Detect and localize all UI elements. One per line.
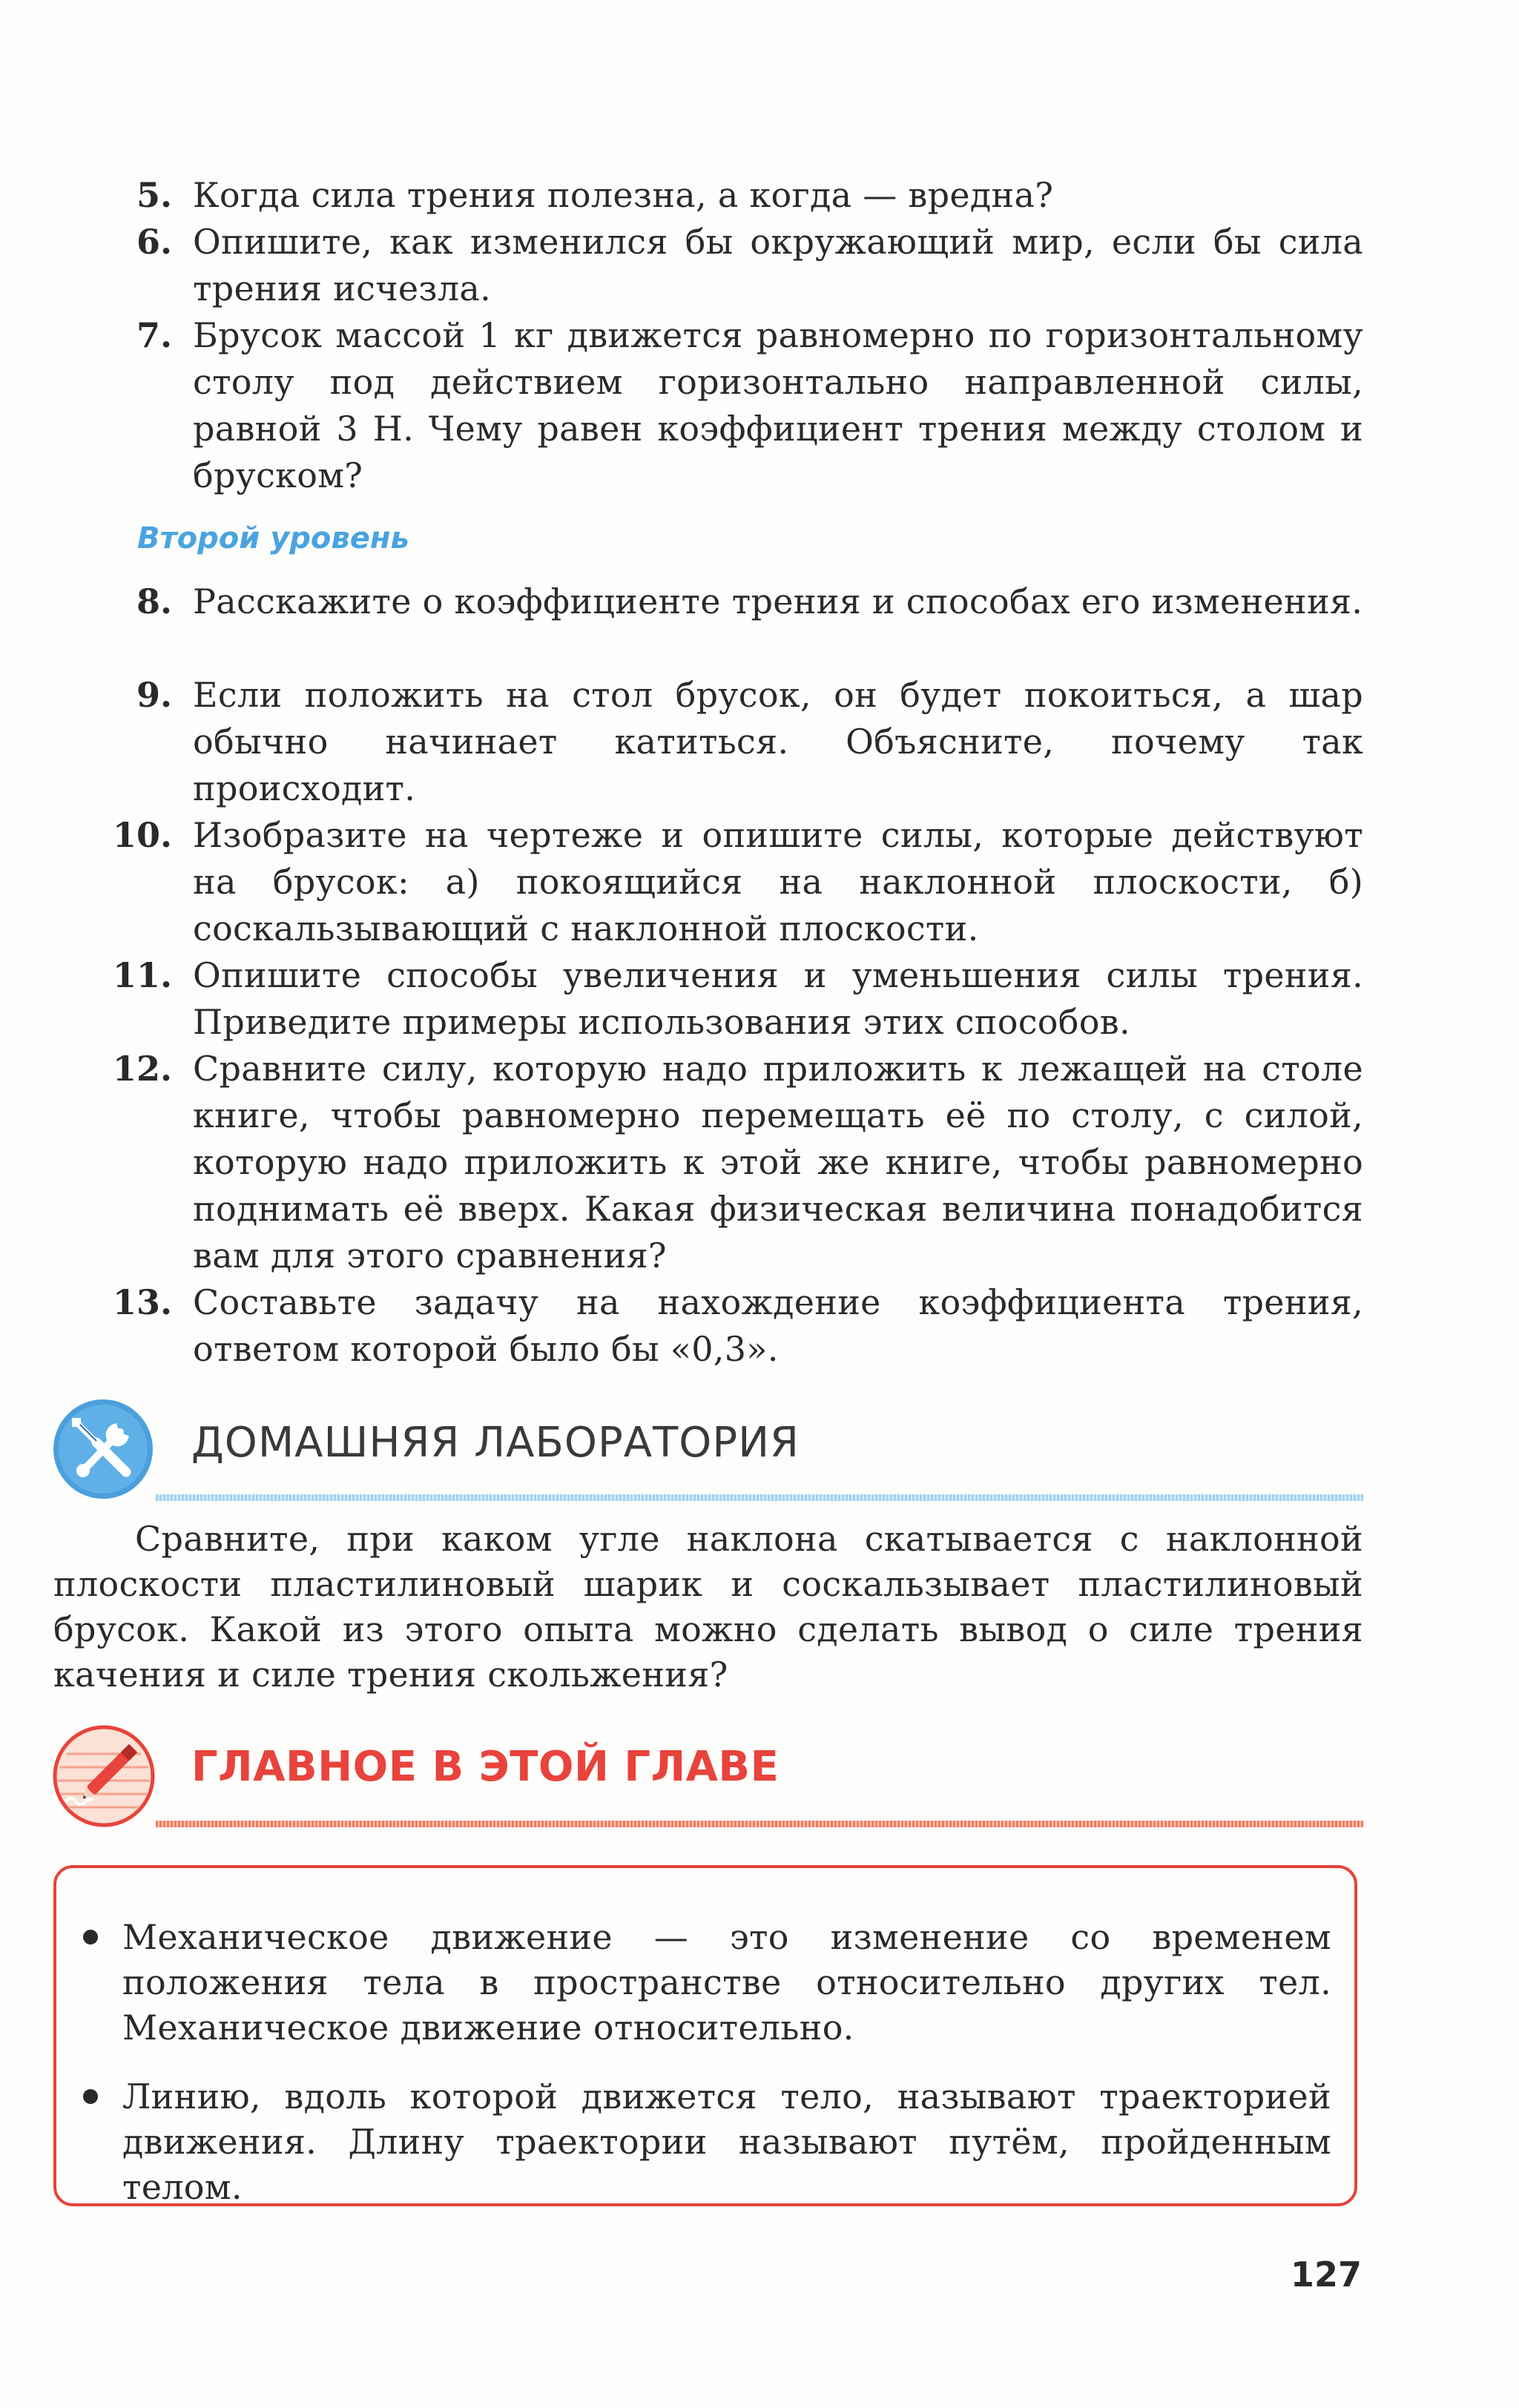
lab-paragraph: Сравните, при каком угле наклона скатывается с наклонной плоскости пластилиновый шарик и соскальзывает пластилиновый брусок. Какой из этого опыта можно сделать вывод о силе трения качения и силе трения скольжения? <box>53 1519 1363 1695</box>
pen-writing-icon <box>52 1724 156 1828</box>
bullet-icon <box>83 2089 98 2104</box>
question-number: 11. <box>112 955 172 995</box>
section-title: ДОМАШНЯЯ ЛАБОРАТОРИЯ <box>191 1419 800 1467</box>
bullet-icon <box>83 1930 98 1944</box>
section-title: ГЛАВНОЕ В ЭТОЙ ГЛАВЕ <box>191 1743 780 1791</box>
question-number: 10. <box>112 815 172 855</box>
section-divider <box>156 1821 1363 1827</box>
question-number: 13. <box>112 1282 172 1322</box>
question-text: Брусок массой 1 кг движется равномерно по горизонтальному столу под действием горизонтально направленной силы, равной 3 Н. Чему равен коэффициент трения между столом и бруском? <box>193 315 1363 495</box>
question-text: Изобразите на чертеже и опишите силы, которые действуют на брусок: а) покоящийся на наклонной плоскости, б) соскальзывающий с наклонной плоскости. <box>193 815 1363 949</box>
tools-icon <box>52 1398 154 1500</box>
question-number: 7. <box>136 315 172 355</box>
level-heading: Второй уровень <box>137 521 409 555</box>
question-text: Сравните силу, которую надо приложить к лежащей на столе книге, чтобы равномерно перемещать её по столу, с силой, которую надо приложить к этой же книге, чтобы равномерно поднимать её вверх. Какая физическая величина понадобится вам для этого сравнения? <box>193 1049 1363 1276</box>
question-number: 9. <box>136 675 172 715</box>
page-number: 127 <box>1290 2254 1362 2295</box>
question-number: 8. <box>136 581 172 621</box>
question-text: Опишите способы увеличения и уменьшения силы трения. Приведите примеры использования этих способов. <box>193 955 1363 1042</box>
question-text: Составьте задачу на нахождение коэффициента трения, ответом которой было бы «0,3». <box>193 1282 1363 1369</box>
question-text: Если положить на стол брусок, он будет покоиться, а шар обычно начинает катиться. Объясните, почему так происходит. <box>193 675 1363 808</box>
question-number: 12. <box>112 1049 172 1089</box>
summary-bullet: Линию, вдоль которой движется тело, называют траекторией движения. Длину траектории называют путём, пройденным телом. <box>122 2077 1331 2207</box>
section-divider <box>156 1494 1363 1501</box>
summary-bullet: Механическое движение — это изменение со временем положения тела в пространстве относительно других тел. Механическое движение относительно. <box>122 1917 1331 2048</box>
question-text: Когда сила трения полезна, а когда — вредна? <box>193 175 1054 215</box>
question-number: 5. <box>136 175 172 215</box>
question-number: 6. <box>136 222 172 262</box>
question-text: Опишите, как изменился бы окружающий мир, если бы сила трения исчезла. <box>193 222 1363 309</box>
question-text: Расскажите о коэффициенте трения и способах его изменения. <box>193 581 1363 621</box>
